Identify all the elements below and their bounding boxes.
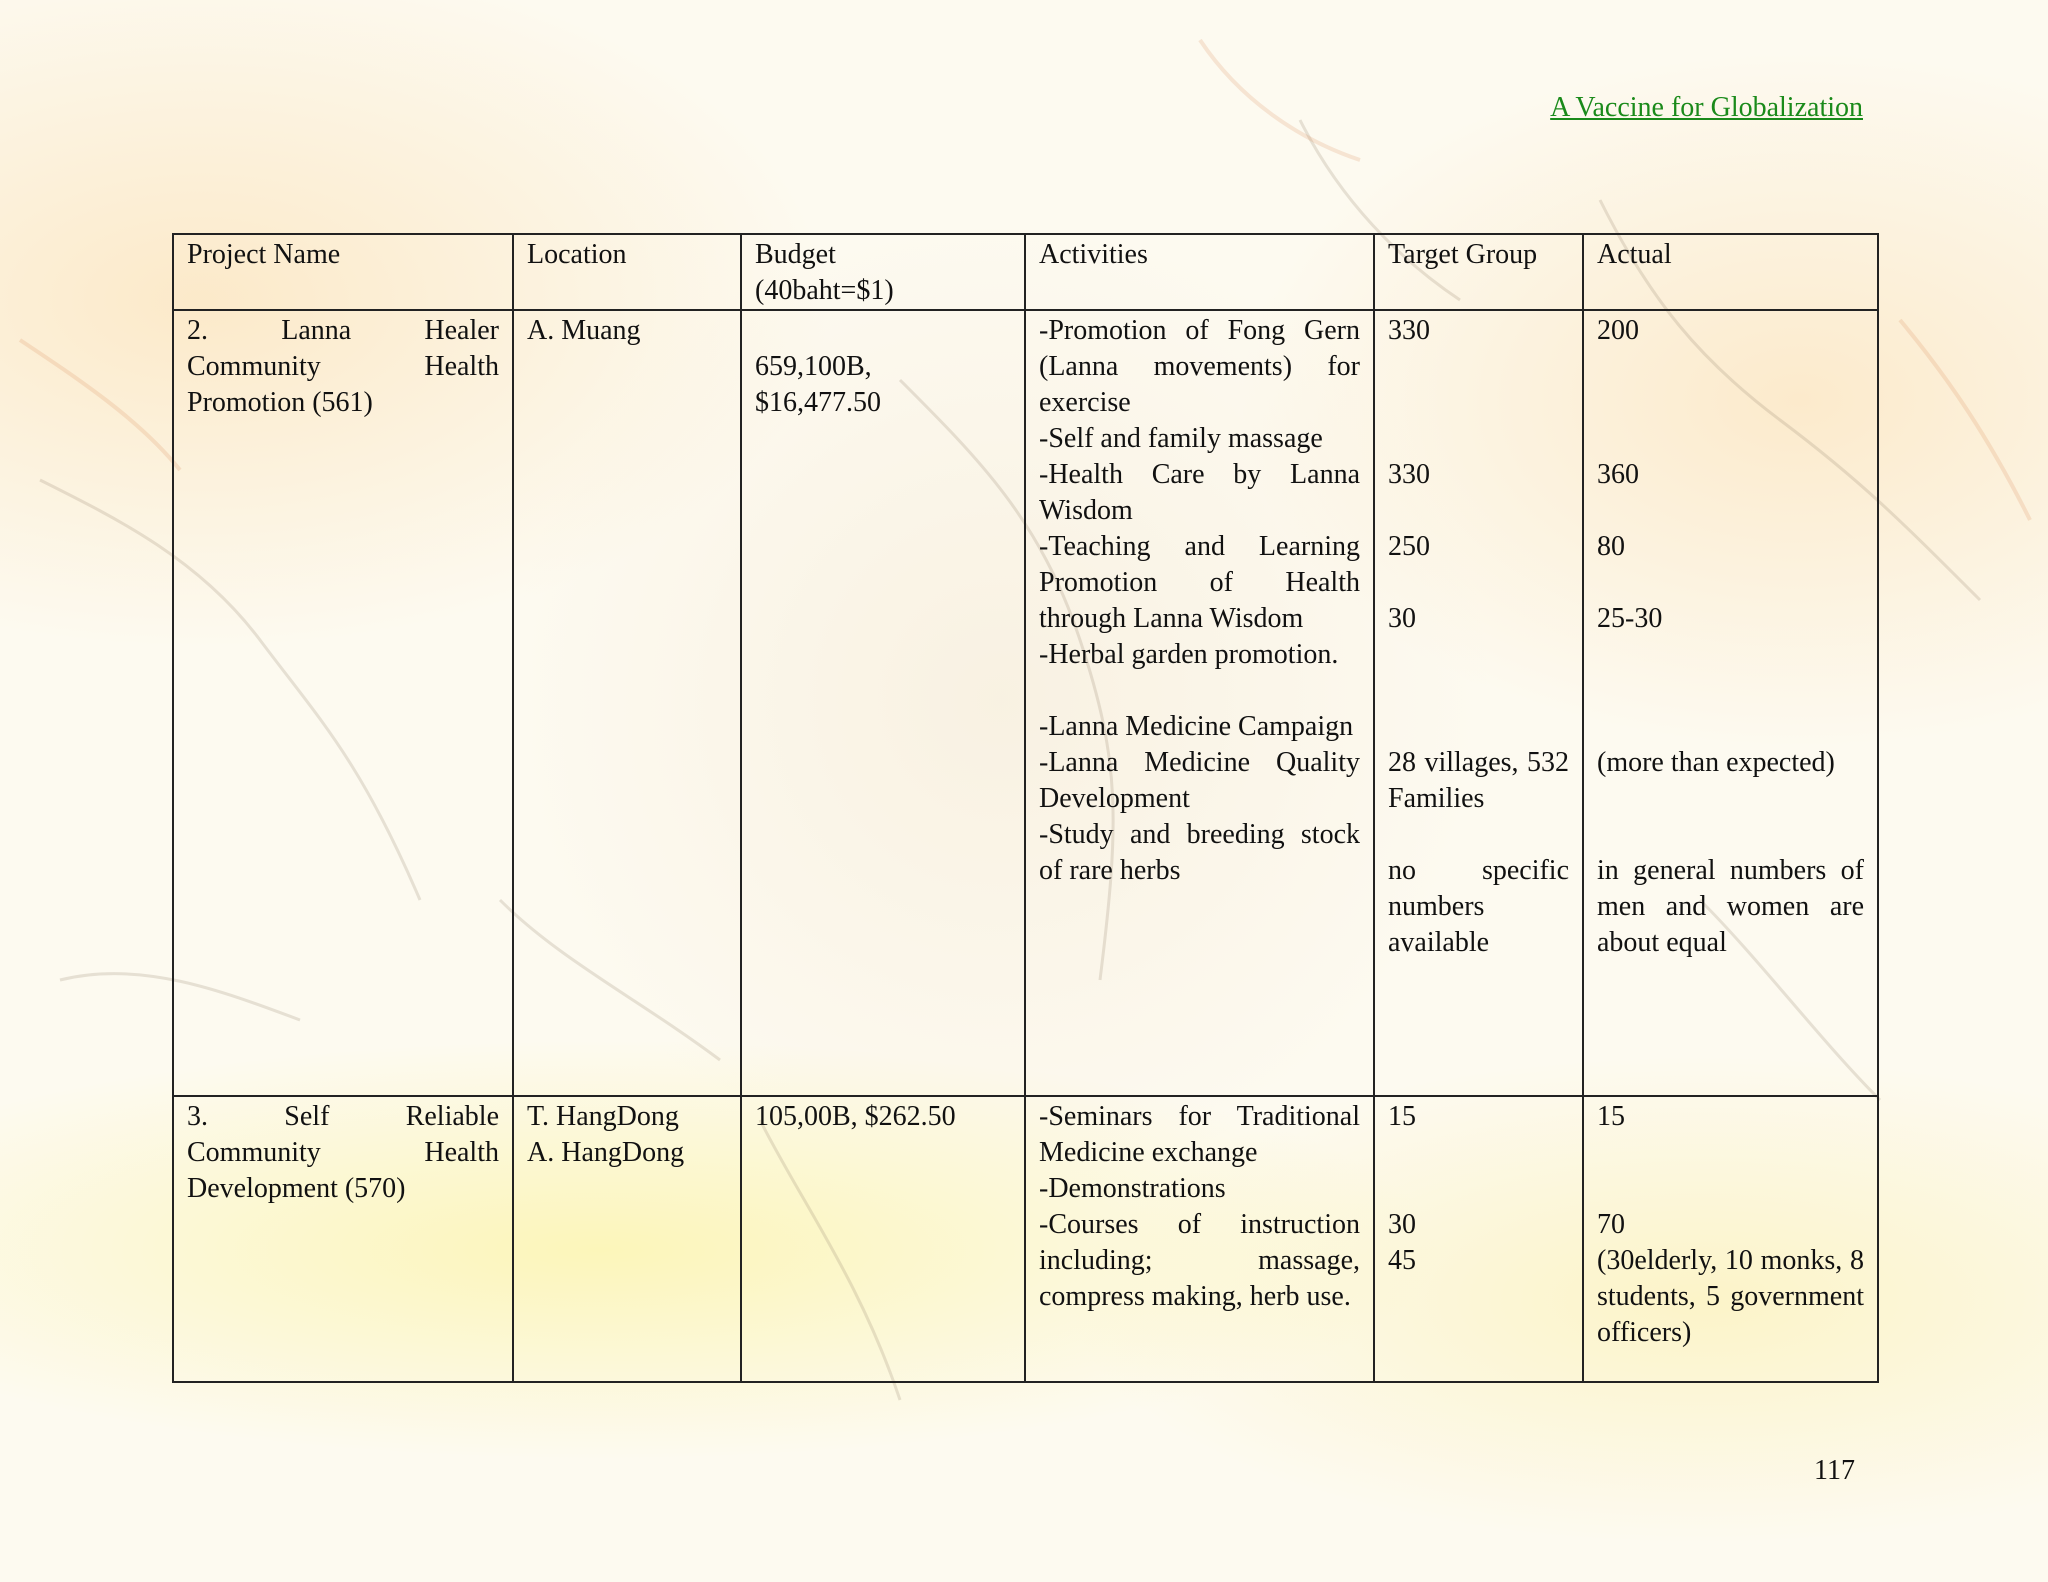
- location-cell: A. Muang: [513, 310, 741, 1096]
- projects-table: [172, 233, 1879, 1383]
- target-value: 250: [1388, 531, 1430, 562]
- project-name-cell: 3. Self Reliable Community Health Development (570): [173, 1096, 513, 1382]
- header-activities: Activities: [1025, 234, 1374, 310]
- activity-item: -Lanna Medicine Campaign: [1039, 711, 1354, 742]
- target-value: no specific numbers available: [1388, 855, 1569, 958]
- header-budget: [741, 234, 1025, 310]
- header-location: Location: [513, 234, 741, 310]
- activity-item: -Seminars for Traditional Medicine exchange: [1039, 1101, 1360, 1168]
- budget-baht: 659,100B,: [755, 351, 872, 382]
- header-budget-note: (40baht=$1): [755, 275, 894, 306]
- activity-item: -Lanna Medicine Quality Development: [1039, 747, 1360, 814]
- header-budget-label: Budget: [755, 239, 836, 270]
- target-value: 15: [1388, 1101, 1416, 1132]
- activity-item: -Demonstrations: [1039, 1173, 1226, 1204]
- activity-item: -Herbal garden promotion.: [1039, 639, 1339, 670]
- actual-cell: [1583, 1096, 1878, 1382]
- target-group-cell: [1374, 1096, 1583, 1382]
- table-row: [173, 310, 1878, 1096]
- activity-item: -Promotion of Fong Gern (Lanna movements) for exercise: [1039, 315, 1360, 418]
- budget-usd: $16,477.50: [755, 387, 881, 418]
- actual-value: (30elderly, 10 monks, 8 students, 5 government officers): [1597, 1245, 1864, 1348]
- target-group-cell: [1374, 310, 1583, 1096]
- activities-cell: [1025, 310, 1374, 1096]
- page-number: 117: [1814, 1455, 1855, 1486]
- target-value: 30: [1388, 603, 1416, 634]
- target-value: 30: [1388, 1209, 1416, 1240]
- target-value: 28 villages, 532 Families: [1388, 747, 1569, 814]
- activity-item: -Study and breeding stock of rare herbs: [1039, 819, 1360, 886]
- table-header-row: [173, 234, 1878, 310]
- activity-item: -Health Care by Lanna Wisdom: [1039, 459, 1360, 526]
- activity-item: -Teaching and Learning Promotion of Health through Lanna Wisdom: [1039, 531, 1360, 634]
- header-target-group: Target Group: [1374, 234, 1583, 310]
- actual-value: 80: [1597, 531, 1625, 562]
- header-actual: Actual: [1583, 234, 1878, 310]
- budget-cell: [741, 310, 1025, 1096]
- activity-item: -Self and family massage: [1039, 423, 1323, 454]
- activities-cell: [1025, 1096, 1374, 1382]
- actual-value: 70: [1597, 1209, 1625, 1240]
- actual-value: (more than expected): [1597, 747, 1835, 778]
- target-value: 330: [1388, 459, 1430, 490]
- running-header[interactable]: A Vaccine for Globalization: [1550, 92, 1863, 123]
- location-line: T. HangDong: [527, 1101, 679, 1132]
- actual-value: 200: [1597, 315, 1639, 346]
- actual-cell: [1583, 310, 1878, 1096]
- actual-value: 15: [1597, 1101, 1625, 1132]
- target-value: 330: [1388, 315, 1430, 346]
- target-value: 45: [1388, 1245, 1416, 1276]
- budget-cell: 105,00B, $262.50: [741, 1096, 1025, 1382]
- header-project-name: Project Name: [173, 234, 513, 310]
- actual-value: 25-30: [1597, 603, 1663, 634]
- actual-value: 360: [1597, 459, 1639, 490]
- table-row: [173, 1096, 1878, 1382]
- actual-value: in general numbers of men and women are about equal: [1597, 855, 1864, 958]
- location-line: A. HangDong: [527, 1137, 685, 1168]
- project-name-cell: 2. Lanna Healer Community Health Promotion (561): [173, 310, 513, 1096]
- location-cell: [513, 1096, 741, 1382]
- activity-item: -Courses of instruction including; massage, compress making, herb use.: [1039, 1209, 1360, 1312]
